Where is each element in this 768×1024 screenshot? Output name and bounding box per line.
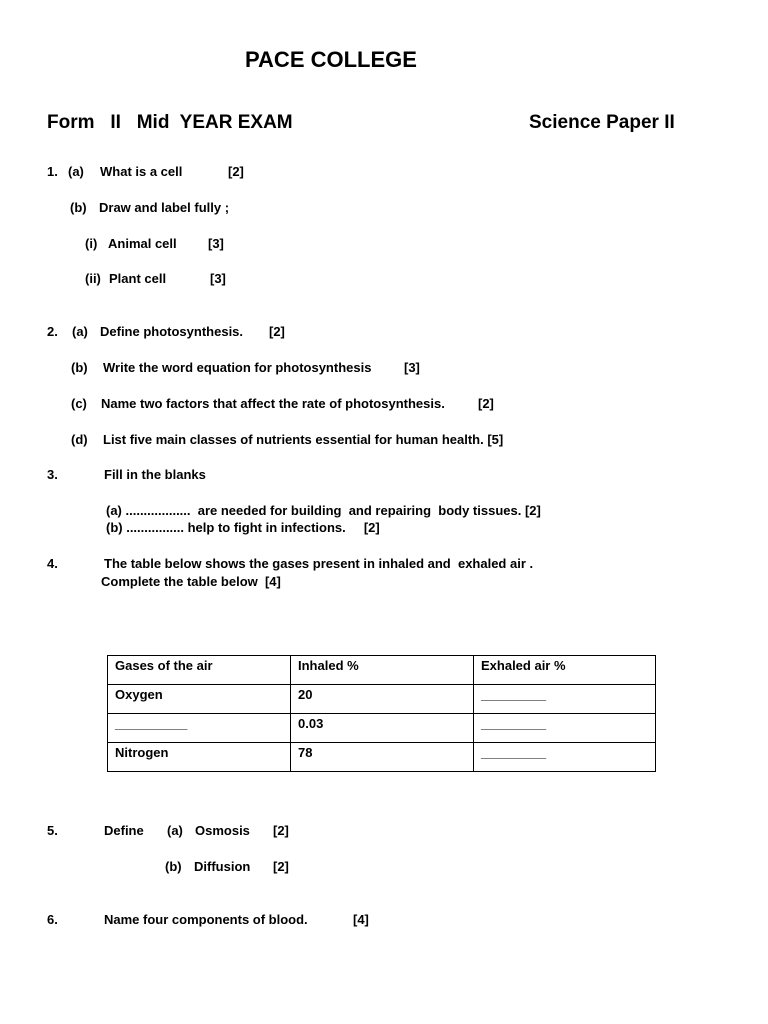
q2c-text: Name two factors that affect the rate of photosynthesis. <box>101 396 445 411</box>
q1bi-marks: [3] <box>208 236 224 251</box>
q5a-label: (a) <box>167 823 183 838</box>
q2d-text: List five main classes of nutrients essential for human health. [5] <box>103 432 504 447</box>
table-header-cell: Inhaled % <box>291 656 474 685</box>
q5b-text: Diffusion <box>194 859 251 874</box>
q2b-marks: [3] <box>404 360 420 375</box>
q2c-label: (c) <box>71 396 87 411</box>
q1bi-text: Animal cell <box>108 236 177 251</box>
q1a-label: (a) <box>68 164 84 179</box>
q1bi-label: (i) <box>85 236 98 251</box>
q2a-text: Define photosynthesis. <box>100 324 244 339</box>
exam-title: Form II Mid YEAR EXAM <box>47 112 293 133</box>
table-header-cell: Exhaled air % <box>474 656 656 685</box>
q5b-label: (b) <box>165 859 182 874</box>
q6-text: Name four components of blood. <box>104 912 308 927</box>
table-cell: 78 <box>291 743 474 772</box>
q1a-text: What is a cell <box>100 164 183 179</box>
table-row <box>108 714 656 743</box>
q3-number: 3. <box>47 467 58 482</box>
q1bii-label: (ii) <box>85 271 101 286</box>
q2b-text: Write the word equation for photosynthesis <box>103 360 372 375</box>
q1bii-marks: [3] <box>210 271 226 286</box>
q2c-marks: [2] <box>478 396 494 411</box>
table-header-row <box>108 656 656 685</box>
q1b-text: Draw and label fully ; <box>99 200 230 215</box>
q2-number: 2. <box>47 324 58 339</box>
q3b-text: (b) ................ help to fight in infections. [2] <box>106 520 380 535</box>
q6-number: 6. <box>47 912 58 927</box>
q2b-label: (b) <box>71 360 88 375</box>
q5a-marks: [2] <box>273 823 289 838</box>
q5b-marks: [2] <box>273 859 289 874</box>
table-cell: Nitrogen <box>108 743 291 772</box>
q3a-text: (a) .................. are needed for building and repairing body tissues. [2] <box>106 503 541 518</box>
q2d-label: (d) <box>71 432 88 447</box>
gases-table <box>107 655 656 772</box>
table-cell: Oxygen <box>108 685 291 714</box>
table-cell-blank: _________ <box>474 743 656 772</box>
q2a-marks: [2] <box>269 324 285 339</box>
q1bii-text: Plant cell <box>109 271 167 286</box>
q4-text-line1: The table below shows the gases present in inhaled and exhaled air . <box>104 556 534 571</box>
table-header-cell: Gases of the air <box>108 656 291 685</box>
q6-marks: [4] <box>353 912 369 927</box>
q1b-label: (b) <box>70 200 87 215</box>
q4-number: 4. <box>47 556 58 571</box>
q2a-label: (a) <box>72 324 88 339</box>
table-row <box>108 685 656 714</box>
q4-text-line2: Complete the table below [4] <box>101 574 281 589</box>
table-cell-blank: _________ <box>474 714 656 743</box>
q5a-text: Osmosis <box>195 823 250 838</box>
q1a-marks: [2] <box>228 164 244 179</box>
table-cell: 20 <box>291 685 474 714</box>
paper-title: Science Paper II <box>529 112 675 133</box>
page-title: PACE COLLEGE <box>245 47 417 72</box>
q5-number: 5. <box>47 823 58 838</box>
q1-number: 1. <box>47 164 58 179</box>
table-cell-blank: _________ <box>474 685 656 714</box>
q5-define: Define <box>104 823 144 838</box>
table-row <box>108 743 656 772</box>
q3-text: Fill in the blanks <box>104 467 206 482</box>
table-cell: 0.03 <box>291 714 474 743</box>
table-cell-blank: __________ <box>108 714 291 743</box>
